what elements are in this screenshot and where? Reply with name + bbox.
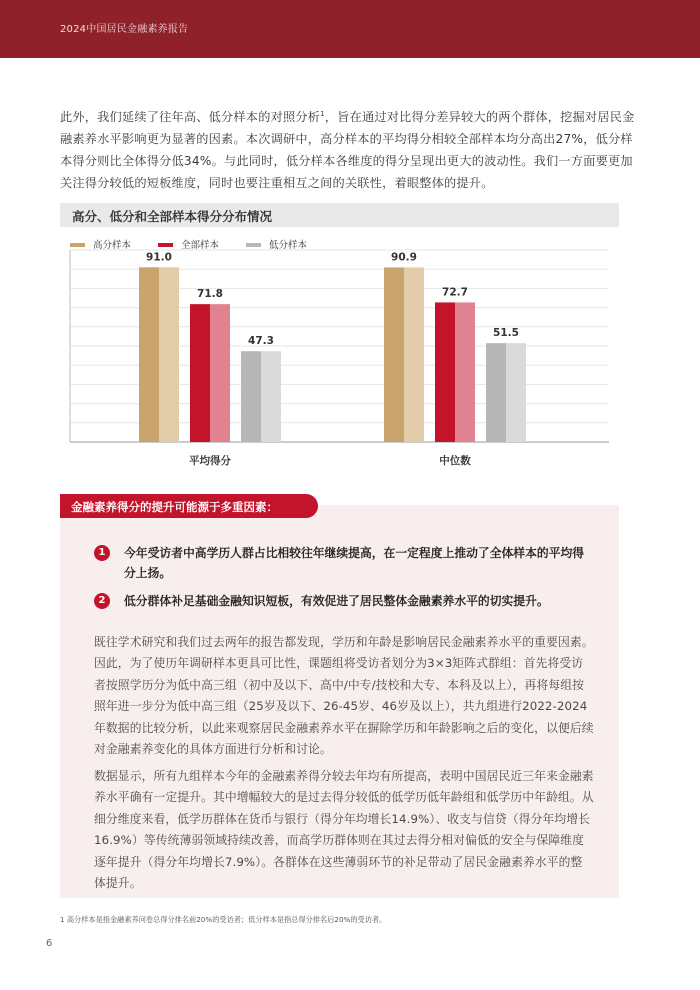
data-label: 91.0	[146, 251, 172, 264]
number-badge-2: 2	[94, 593, 110, 609]
bar-0-0-light	[159, 267, 179, 442]
bar-1-2-dark	[486, 343, 506, 442]
callout-title: 金融素养得分的提升可能源于多重因素：	[71, 500, 278, 514]
x-tick-label: 中位数	[439, 455, 471, 467]
data-label: 72.7	[442, 286, 468, 299]
bar-1-1-dark	[435, 302, 455, 442]
data-label: 71.8	[197, 288, 223, 301]
chart-title: 高分、低分和全部样本得分分布情况	[72, 209, 273, 224]
callout-point-1-text: 今年受访者中高学历人群占比相较往年继续提高，在一定程度上推动了全体样本的平均得分上扬。	[124, 546, 585, 580]
data-label: 90.9	[391, 251, 417, 264]
footnote-ref[interactable]: 1	[320, 109, 325, 118]
page-number: 6	[46, 938, 53, 949]
callout-point-2-text: 低分群体补足基础金融知识短板，有效促进了居民整体金融素养水平的切实提升。	[124, 594, 549, 608]
intro-lead: 此外，我们延续了往年高、低分样本的对照分析	[60, 110, 321, 124]
header-title: 2024中国居民金融素养报告	[60, 24, 189, 35]
callout-paragraph-2: 数据显示，所有九组样本今年的金融素养得分较去年均有所提高，表明中国居民近三年来金融素养水平确有一定提升。其中增幅较大的是过去得分较低的低学历低年龄组和低学历中年龄组。从细分维度来看，低学历群体在货币与银行（得分年均增长14.9%）、收支与信贷（得分年均增长16.9%）等传统薄弱领域持续改善，而高学历群体则在其过去得分相对偏低的安全与保障维度逐年提升（得分年均增长7.9%）。各群体在这些薄弱环节的补足带动了居民金融素养水平的整体提升。	[94, 769, 594, 891]
bar-1-0-light	[404, 267, 424, 442]
bar-0-0-dark	[139, 267, 159, 442]
callout-title-tag	[60, 494, 318, 518]
number-badge-1: 1	[94, 545, 110, 561]
x-tick-label: 平均得分	[189, 455, 231, 467]
bar-0-1-light	[210, 304, 230, 442]
legend-label-all: 全部样本	[181, 240, 220, 251]
bar-0-1-dark	[190, 304, 210, 442]
bar-1-1-light	[455, 302, 475, 442]
bar-1-2-light	[506, 343, 526, 442]
bar-0-2-light	[261, 351, 281, 442]
intro-body: ，旨在通过对比得分差异较大的两个群体，挖掘对居民金融素养水平影响更为显著的因素。本次调研中，高分样本的平均得分相较全部样本均分高出27%，低分样本得分则比全体得分低34%。与此同时，低分样本各维度的得分呈现出更大的波动性。我们一方面要更加关注得分较低的短板维度，同时也要注重相互之间的关联性，着眼整体的提升。	[60, 110, 635, 190]
footnote: 1 高分样本是指金融素养问卷总得分排名前20%的受访者；低分样本是指总得分排名后20%的受访者。	[60, 915, 387, 924]
bar-0-2-dark	[241, 351, 261, 442]
legend-label-high: 高分样本	[93, 240, 132, 251]
callout-paragraph-1: 既往学术研究和我们过去两年的报告都发现，学历和年龄是影响居民金融素养水平的重要因素。因此，为了使历年调研样本更具可比性，课题组将受访者划分为3×3矩阵式群组：首先将受访者按照学历分为低中高三组（初中及以下、高中/中专/技校和大专、本科及以上），再将每组按照年进一步分为低中高三组（25岁及以下、26-45岁、46岁及以上），共九组进行2022-2024年数据的比较分析，以此来观察居民金融素养水平在摒除学历和年龄影响之后的变化，以便后续对金融素养变化的具体方面进行分析和讨论。	[94, 635, 594, 757]
data-label: 51.5	[493, 327, 519, 340]
legend-label-low: 低分样本	[269, 240, 308, 251]
data-label: 47.3	[248, 335, 274, 348]
bar-1-0-dark	[384, 267, 404, 442]
